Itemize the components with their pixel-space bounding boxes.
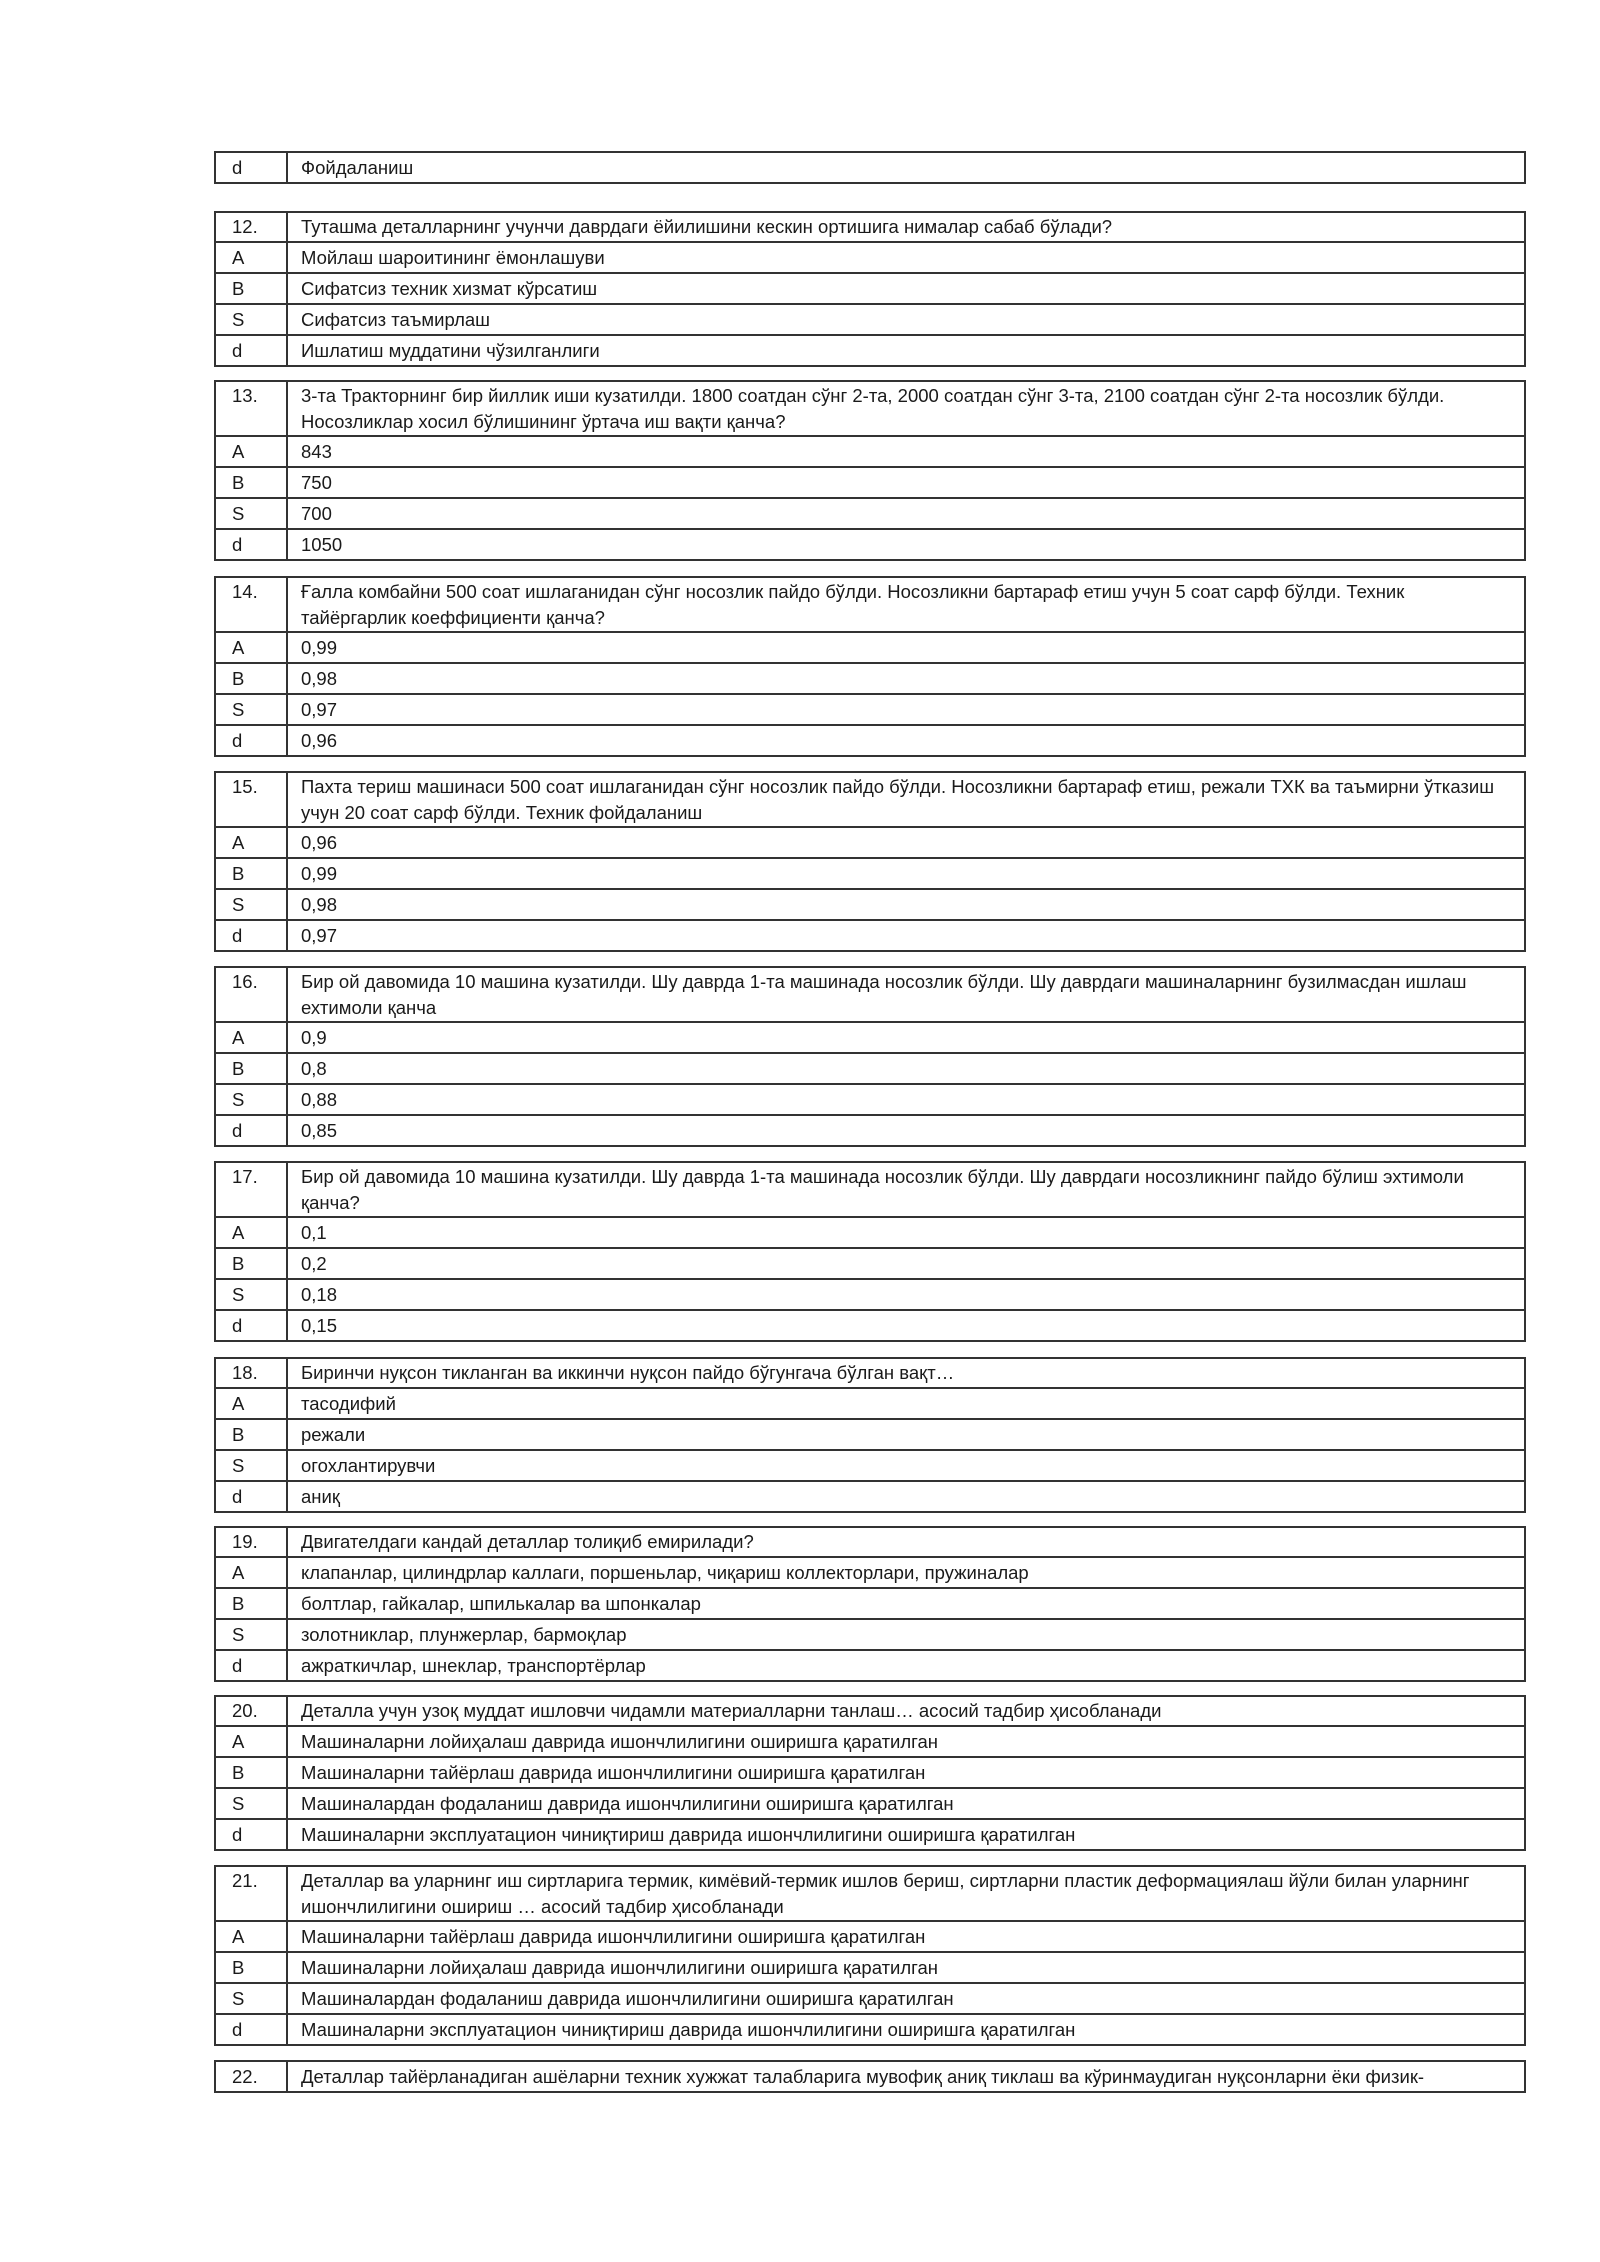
question-table-14 — [214, 576, 1526, 757]
question-table-21 — [214, 1865, 1526, 2046]
question-table-19 — [214, 1526, 1526, 1682]
option-text: 0,97 — [287, 694, 1525, 725]
option-letter: S — [215, 1619, 287, 1650]
option-row-b — [215, 1757, 1525, 1788]
question-number: 12. — [215, 212, 287, 242]
option-row-s — [215, 1450, 1525, 1481]
option-letter: S — [215, 1788, 287, 1819]
option-letter: B — [215, 273, 287, 304]
question-number: 22. — [215, 2061, 287, 2092]
option-text: 750 — [287, 467, 1525, 498]
option-text: 0,2 — [287, 1248, 1525, 1279]
option-row-b — [215, 1419, 1525, 1450]
option-text: золотниклар, плунжерлар, бармоқлар — [287, 1619, 1525, 1650]
question-text: Ғалла комбайни 500 соат ишлаганидан сўнг носозлик пайдо бўлди. Носозликни бартараф етиш учун 5 соат сарф бўлди. Техник тайёргарлик коеффициенти қанча? — [287, 577, 1525, 632]
option-row-a — [215, 242, 1525, 273]
question-text: Бир ой давомида 10 машина кузатилди. Шу даврда 1-та машинада носозлик бўлди. Шу даврдаги носозликнинг пайдо бўлиш эхтимоли қанча? — [287, 1162, 1525, 1217]
question-number: 21. — [215, 1866, 287, 1921]
question-table-12 — [214, 211, 1526, 367]
option-row-b — [215, 858, 1525, 889]
question-number: 16. — [215, 967, 287, 1022]
option-row-d — [215, 1310, 1525, 1341]
option-letter: B — [215, 467, 287, 498]
question-number: 19. — [215, 1527, 287, 1557]
question-number: 18. — [215, 1358, 287, 1388]
option-row-b — [215, 273, 1525, 304]
option-letter: d — [215, 1819, 287, 1850]
option-text: 0,99 — [287, 632, 1525, 663]
option-letter: S — [215, 1084, 287, 1115]
question-row — [215, 967, 1525, 1022]
option-letter: S — [215, 304, 287, 335]
question-number: 13. — [215, 381, 287, 436]
option-letter: d — [215, 1650, 287, 1681]
option-row-a — [215, 827, 1525, 858]
option-row-d — [215, 1819, 1525, 1850]
option-row-s — [215, 1619, 1525, 1650]
option-letter: d — [215, 1115, 287, 1146]
option-text: 1050 — [287, 529, 1525, 560]
option-text: 0,18 — [287, 1279, 1525, 1310]
option-row-b — [215, 1588, 1525, 1619]
option-letter: d — [215, 335, 287, 366]
option-text: Машиналарни тайёрлаш даврида ишончлилигини оширишга қаратилган — [287, 1757, 1525, 1788]
option-letter: A — [215, 1217, 287, 1248]
option-row-s — [215, 1788, 1525, 1819]
option-text: болтлар, гайкалар, шпилькалар ва шпонкалар — [287, 1588, 1525, 1619]
option-letter: S — [215, 889, 287, 920]
question-row — [215, 1162, 1525, 1217]
question-table-16 — [214, 966, 1526, 1147]
option-letter: B — [215, 858, 287, 889]
option-text: Машиналардан фодаланиш даврида ишончлилигини оширишга қаратилган — [287, 1983, 1525, 2014]
option-row-a — [215, 1726, 1525, 1757]
top-option-table — [214, 151, 1526, 184]
option-text: 0,1 — [287, 1217, 1525, 1248]
option-row-d — [215, 2014, 1525, 2045]
option-row-s — [215, 694, 1525, 725]
question-row — [215, 2061, 1525, 2092]
question-row — [215, 1696, 1525, 1726]
question-row — [215, 1527, 1525, 1557]
option-row-a — [215, 1217, 1525, 1248]
option-row-s — [215, 1279, 1525, 1310]
option-text: 0,88 — [287, 1084, 1525, 1115]
question-table-15 — [214, 771, 1526, 952]
option-text: Ишлатиш муддатини чўзилганлиги — [287, 335, 1525, 366]
option-letter: d — [215, 920, 287, 951]
question-text: Двигателдаги кандай деталлар толиқиб емирилади? — [287, 1527, 1525, 1557]
option-text: Машиналардан фодаланиш даврида ишончлилигини оширишга қаратилган — [287, 1788, 1525, 1819]
question-text: Биринчи нуқсон тикланган ва иккинчи нуқсон пайдо бўгунгача бўлган вақт… — [287, 1358, 1525, 1388]
question-text: Бир ой давомида 10 машина кузатилди. Шу даврда 1-та машинада носозлик бўлди. Шу даврдаги машиналарнинг бузилмасдан ишлаш ехтимоли қанча — [287, 967, 1525, 1022]
option-letter: d — [215, 2014, 287, 2045]
question-table-17 — [214, 1161, 1526, 1342]
question-text: Деталлар тайёрланадиган ашёларни техник хужжат талабларига мувофиқ аниқ тиклаш ва кўринмаудиган нуқсонларни ёки физик- — [287, 2061, 1525, 2092]
option-text: тасодифий — [287, 1388, 1525, 1419]
question-text: Деталлар ва уларнинг иш сиртларига термик, кимёвий-термик ишлов бериш, сиртларни пластик деформациялаш йўли билан уларнинг ишончлилигини ошириш … асосий тадбир ҳисобланади — [287, 1866, 1525, 1921]
option-letter: A — [215, 827, 287, 858]
option-letter: A — [215, 1388, 287, 1419]
option-row-d — [215, 920, 1525, 951]
option-row-b — [215, 663, 1525, 694]
question-row — [215, 1358, 1525, 1388]
option-text: 0,8 — [287, 1053, 1525, 1084]
option-text: Машиналарни лойиҳалаш даврида ишончлилигини оширишга қаратилган — [287, 1726, 1525, 1757]
option-text: Фойдаланиш — [287, 152, 1525, 183]
option-text: 0,15 — [287, 1310, 1525, 1341]
option-letter: A — [215, 436, 287, 467]
option-row-s — [215, 1084, 1525, 1115]
option-row-a — [215, 1388, 1525, 1419]
option-letter: S — [215, 1450, 287, 1481]
option-letter: A — [215, 1726, 287, 1757]
question-number: 17. — [215, 1162, 287, 1217]
option-row-s — [215, 498, 1525, 529]
option-text: Машиналарни эксплуатацион чиниқтириш даврида ишончлилигини оширишга қаратилган — [287, 1819, 1525, 1850]
option-text: 0,98 — [287, 663, 1525, 694]
option-letter: d — [215, 529, 287, 560]
option-letter: A — [215, 1921, 287, 1952]
option-letter: B — [215, 1053, 287, 1084]
option-letter: d — [215, 1481, 287, 1512]
question-text: Туташма деталларнинг учунчи даврдаги ёйилишини кескин ортишига нималар сабаб бўлади? — [287, 212, 1525, 242]
option-row-a — [215, 632, 1525, 663]
option-letter: A — [215, 1022, 287, 1053]
option-letter: B — [215, 1419, 287, 1450]
question-number: 20. — [215, 1696, 287, 1726]
option-letter: B — [215, 663, 287, 694]
option-text: 0,9 — [287, 1022, 1525, 1053]
option-row-d — [215, 335, 1525, 366]
option-row-d — [215, 1481, 1525, 1512]
option-text: Сифатсиз таъмирлаш — [287, 304, 1525, 335]
option-row-d — [215, 1115, 1525, 1146]
option-letter: B — [215, 1757, 287, 1788]
question-table-13 — [214, 380, 1526, 561]
option-letter: B — [215, 1952, 287, 1983]
option-row-a — [215, 1022, 1525, 1053]
question-row — [215, 577, 1525, 632]
option-row-b — [215, 1952, 1525, 1983]
option-letter: B — [215, 1248, 287, 1279]
option-text: Мойлаш шароитининг ёмонлашуви — [287, 242, 1525, 273]
option-row — [215, 152, 1525, 183]
option-row-b — [215, 1053, 1525, 1084]
option-row-d — [215, 1650, 1525, 1681]
question-row — [215, 212, 1525, 242]
option-text: 0,96 — [287, 725, 1525, 756]
option-letter: d — [215, 725, 287, 756]
question-row — [215, 1866, 1525, 1921]
question-text: Пахта териш машинаси 500 соат ишлаганидан сўнг носозлик пайдо бўлди. Носозликни бартараф етиш, режали ТХК ва таъмирни ўтказиш учун 20 соат сарф бўлди. Техник фойдаланиш — [287, 772, 1525, 827]
option-row-a — [215, 1921, 1525, 1952]
option-letter: S — [215, 1279, 287, 1310]
question-row — [215, 772, 1525, 827]
option-text: 843 — [287, 436, 1525, 467]
option-text: огохлантирувчи — [287, 1450, 1525, 1481]
option-letter: S — [215, 498, 287, 529]
option-text: Машиналарни эксплуатацион чиниқтириш даврида ишончлилигини оширишга қаратилган — [287, 2014, 1525, 2045]
option-letter: B — [215, 1588, 287, 1619]
question-text: 3-та Тракторнинг бир йиллик иши кузатилди. 1800 соатдан сўнг 2-та, 2000 соатдан сўнг 3-та, 2100 соатдан сўнг 2-та носозлик бўлди. Носозликлар хосил бўлишининг ўртача иш вақти қанча? — [287, 381, 1525, 436]
question-row — [215, 381, 1525, 436]
option-text: клапанлар, цилиндрлар каллаги, поршеньлар, чиқариш коллекторлари, пружиналар — [287, 1557, 1525, 1588]
option-text: Сифатсиз техник хизмат кўрсатиш — [287, 273, 1525, 304]
option-row-s — [215, 1983, 1525, 2014]
option-row-b — [215, 1248, 1525, 1279]
option-text: 0,96 — [287, 827, 1525, 858]
question-table-18 — [214, 1357, 1526, 1513]
option-letter: A — [215, 1557, 287, 1588]
option-row-a — [215, 436, 1525, 467]
question-table-22 — [214, 2060, 1526, 2093]
option-row-d — [215, 529, 1525, 560]
question-table-20 — [214, 1695, 1526, 1851]
option-letter: A — [215, 632, 287, 663]
option-text: Машиналарни тайёрлаш даврида ишончлилигини оширишга қаратилган — [287, 1921, 1525, 1952]
option-text: 0,98 — [287, 889, 1525, 920]
option-text: 0,99 — [287, 858, 1525, 889]
option-row-b — [215, 467, 1525, 498]
option-letter: d — [215, 1310, 287, 1341]
option-letter: A — [215, 242, 287, 273]
option-text: ажраткичлар, шнеклар, транспортёрлар — [287, 1650, 1525, 1681]
question-number: 14. — [215, 577, 287, 632]
question-number: 15. — [215, 772, 287, 827]
option-letter: S — [215, 1983, 287, 2014]
option-text: аниқ — [287, 1481, 1525, 1512]
option-letter: S — [215, 694, 287, 725]
option-row-a — [215, 1557, 1525, 1588]
option-text: 0,85 — [287, 1115, 1525, 1146]
option-text: 0,97 — [287, 920, 1525, 951]
question-text: Деталла учун узоқ муддат ишловчи чидамли материалларни танлаш… асосий тадбир ҳисобланади — [287, 1696, 1525, 1726]
option-row-s — [215, 889, 1525, 920]
option-row-d — [215, 725, 1525, 756]
option-text: 700 — [287, 498, 1525, 529]
option-letter: d — [215, 152, 287, 183]
option-text: режали — [287, 1419, 1525, 1450]
option-text: Машиналарни лойиҳалаш даврида ишончлилигини оширишга қаратилган — [287, 1952, 1525, 1983]
option-row-s — [215, 304, 1525, 335]
